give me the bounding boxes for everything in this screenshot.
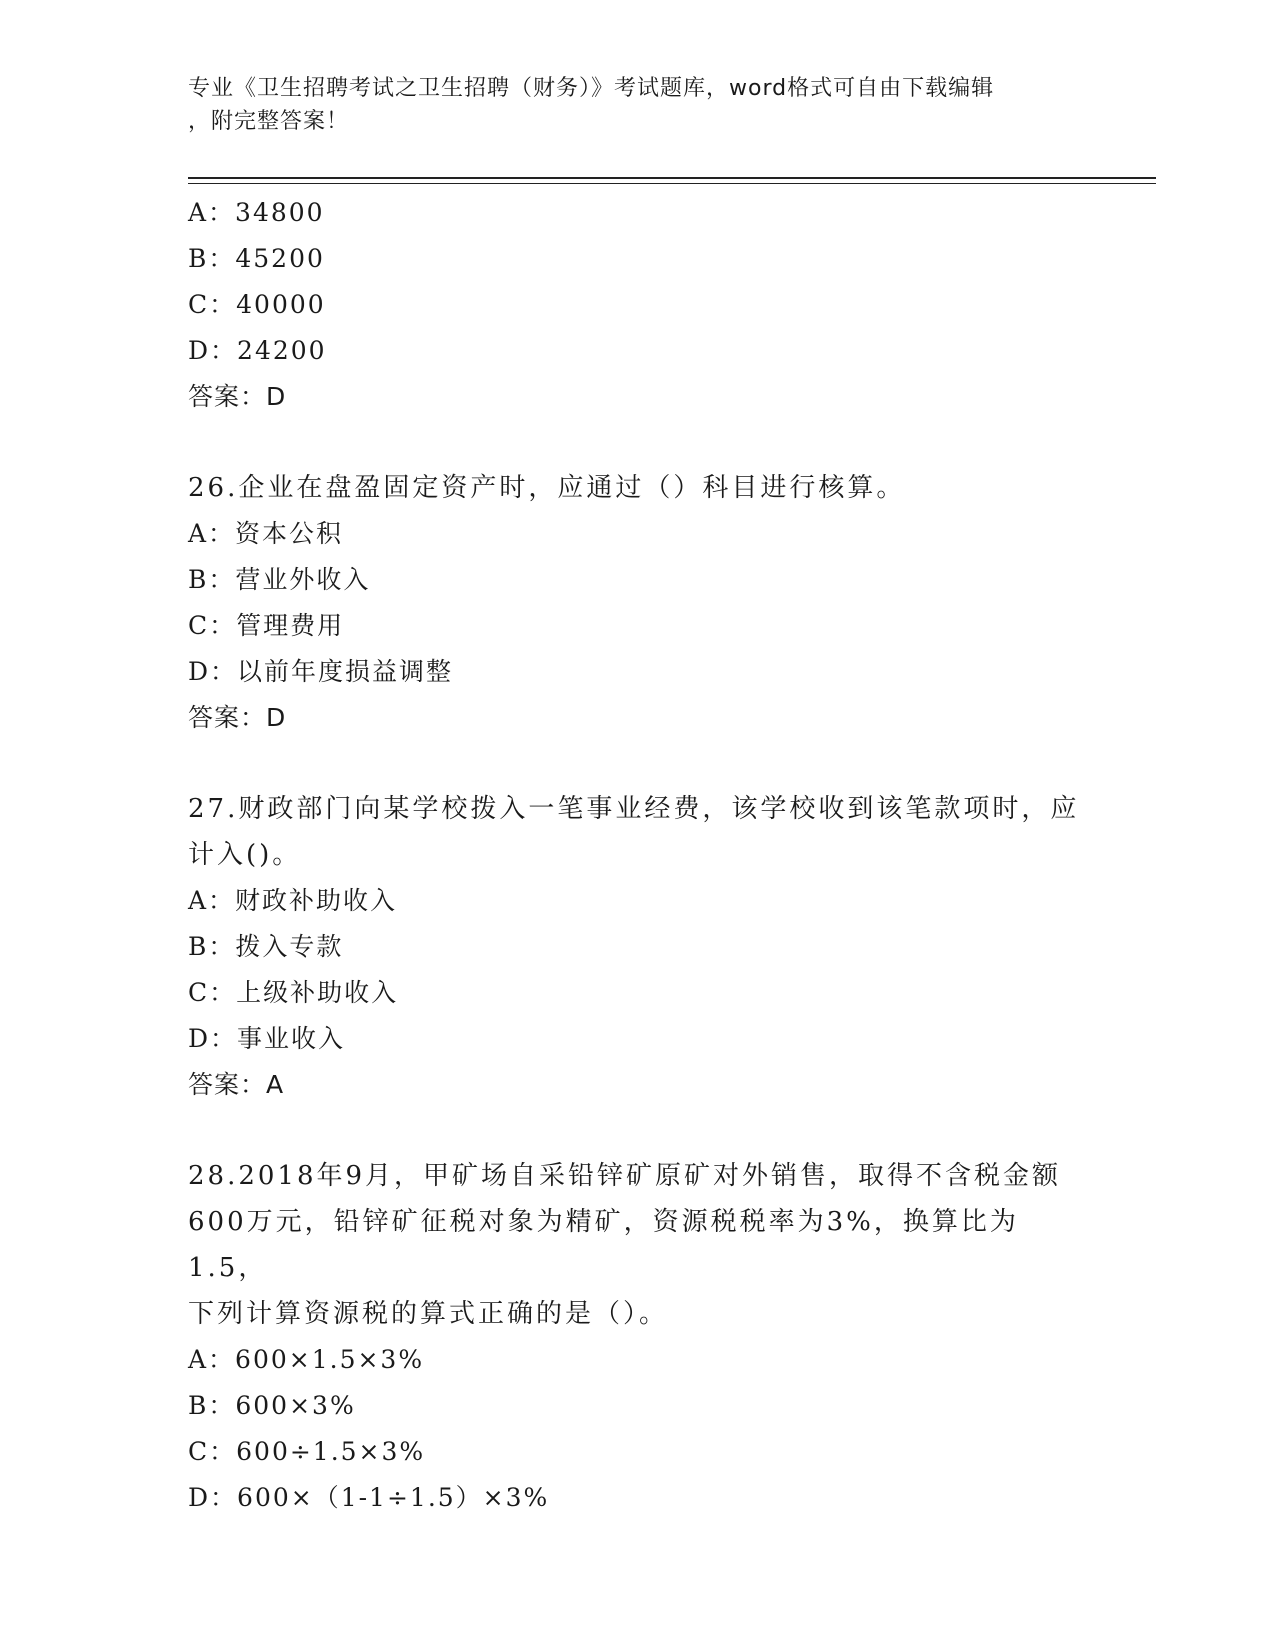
option-b: B：营业外收入 [188, 565, 371, 594]
question-28 [188, 1153, 1088, 1521]
option-b: B：45200 [188, 244, 325, 273]
header-rule-thin [188, 183, 1156, 184]
answer-line: 答案：D [188, 703, 287, 732]
header-line-2: ，附完整答案！ [188, 109, 350, 134]
question-list [188, 190, 1088, 1521]
question-stem-line-1: 28.2018年9月，甲矿场自采铅锌矿原矿对外销售，取得不含税金额 [188, 1161, 1062, 1191]
option-d: D：以前年度损益调整 [188, 657, 454, 686]
header-line-1: 专业《卫生招聘考试之卫生招聘（财务）》考试题库，word格式可自由下载编辑 [188, 76, 995, 101]
question-stem-line-2: 600万元，铅锌矿征税对象为精矿，资源税税率为3%，换算比为1.5， [188, 1207, 1019, 1283]
option-b: B：600×3% [188, 1391, 356, 1420]
question-25 [188, 190, 1088, 420]
question-stem-line-2: 计入()。 [188, 840, 302, 870]
question-stem: 26.企业在盘盈固定资产时，应通过（）科目进行核算。 [188, 473, 906, 503]
question-27 [188, 786, 1088, 1108]
option-b: B：拨入专款 [188, 932, 344, 961]
option-c: C：管理费用 [188, 611, 345, 640]
option-d: D：600×（1-1÷1.5）×3% [188, 1483, 550, 1512]
header-rule-thick [188, 177, 1156, 179]
option-a: A：600×1.5×3% [188, 1345, 425, 1374]
option-a: A：财政补助收入 [188, 886, 398, 915]
answer-line: 答案：D [188, 382, 287, 411]
question-stem-line-1: 27.财政部门向某学校拨入一笔事业经费，该学校收到该笔款项时，应 [188, 794, 1080, 824]
option-a: A：资本公积 [188, 519, 344, 548]
option-d: D：24200 [188, 336, 327, 365]
option-c: C：40000 [188, 290, 326, 319]
option-d: D：事业收入 [188, 1024, 346, 1053]
answer-line: 答案：A [188, 1070, 285, 1099]
document-header [188, 72, 1088, 138]
option-c: C：600÷1.5×3% [188, 1437, 426, 1466]
option-c: C：上级补助收入 [188, 978, 399, 1007]
question-stem-line-3: 下列计算资源税的算式正确的是（）。 [188, 1299, 669, 1329]
option-a: A：34800 [188, 198, 325, 227]
question-26 [188, 465, 1088, 741]
